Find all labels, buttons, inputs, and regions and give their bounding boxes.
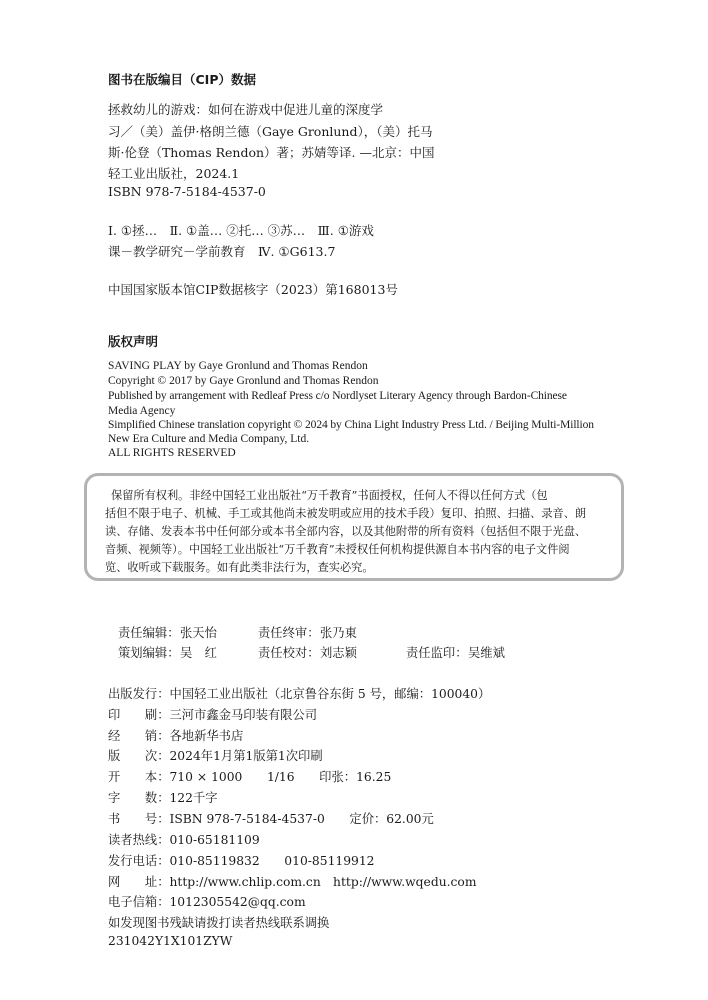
copyright-line: SAVING PLAY by Gaye Gronlund and Thomas Rendon bbox=[108, 360, 368, 372]
cip-line: 拯救幼儿的游戏：如何在游戏中促进儿童的深度学 bbox=[108, 102, 384, 117]
cip-line: 习／（美）盖伊·格朗兰德（Gaye Gronlund），（美）托马 bbox=[108, 124, 433, 139]
cip-isbn: ISBN 978-7-5184-4537-0 bbox=[108, 184, 266, 199]
publication-line: 出版发行：中国轻工业出版社（北京鲁谷东街 5 号，邮编：100040） bbox=[108, 687, 491, 701]
credit-value: 张天怡 bbox=[180, 626, 217, 640]
copyright-line: Published by arrangement with Redleaf Press c/o Nordlyset Literary Agency through Bardon-Chinese bbox=[108, 390, 567, 402]
notice-line: 音频、视频等）。中国轻工业出版社“万千教育”未授权任何机构提供源自本书内容的电子文件阅 bbox=[105, 543, 570, 556]
credit-label: 责任终审： bbox=[258, 626, 320, 640]
cip-classification: 课－教学研究－学前教育 Ⅳ. ①G613.7 bbox=[108, 244, 336, 259]
copyright-heading: 版权声明 bbox=[108, 334, 159, 349]
notice-line: 保留所有权利。非经中国轻工业出版社“万千教育”书面授权，任何人不得以任何方式（包 bbox=[111, 489, 548, 502]
publication-code: 231042Y1X101ZYW bbox=[108, 934, 233, 948]
credit-label: 责任监印： bbox=[406, 646, 468, 660]
publication-line: 发行电话：010-85119832 010-85119912 bbox=[108, 854, 375, 868]
credit-value: 刘志颖 bbox=[320, 646, 357, 660]
publication-line: 开 本：710 × 1000 1/16 印张：16.25 bbox=[108, 770, 392, 784]
notice-line: 括但不限于电子、机械、手工或其他尚未被发明或应用的技术手段）复印、拍照、扫描、录音、朗 bbox=[105, 507, 587, 520]
notice-line: 览、收听或下载服务。如有此类非法行为，查实必究。 bbox=[105, 561, 374, 574]
publication-line: 经 销：各地新华书店 bbox=[108, 729, 244, 743]
publication-line: 读者热线：010-65181109 bbox=[108, 833, 260, 847]
credit-value: 吴 红 bbox=[180, 646, 217, 660]
copyright-line: Simplified Chinese translation copyright © 2024 by China Light Industry Press Ltd. / Beijing Multi-Million bbox=[108, 419, 594, 431]
publication-line: 电子信箱：1012305542@qq.com bbox=[108, 895, 306, 909]
credit-value: 张乃東 bbox=[320, 626, 357, 640]
publication-line: 书 号：ISBN 978-7-5184-4537-0 定价：62.00元 bbox=[108, 812, 434, 826]
cip-line: 斯·伦登（Thomas Rendon）著；苏婧等译. —北京：中国 bbox=[108, 145, 435, 160]
publication-line: 网 址：http://www.chlip.com.cn http://www.wqedu.com bbox=[108, 875, 477, 889]
cip-classification: Ⅰ. ①拯… Ⅱ. ①盖… ②托… ③苏… Ⅲ. ①游戏 bbox=[108, 223, 374, 238]
publication-line: 字 数：122千字 bbox=[108, 791, 218, 805]
copyright-line: ALL RIGHTS RESERVED bbox=[108, 447, 236, 459]
copyright-line: Copyright © 2017 by Gaye Gronlund and Thomas Rendon bbox=[108, 375, 379, 387]
publication-line: 如发现图书残缺请拨打读者热线联系调换 bbox=[108, 916, 330, 930]
publication-line: 版 次：2024年1月第1版第1次印刷 bbox=[108, 749, 323, 763]
cip-record-number: 中国国家版本馆CIP数据核字（2023）第168013号 bbox=[108, 282, 398, 297]
credit-label: 责任校对： bbox=[258, 646, 320, 660]
publication-line: 印 刷：三河市鑫金马印装有限公司 bbox=[108, 708, 318, 722]
credit-value: 吴维斌 bbox=[468, 646, 505, 660]
credit-label: 责任编辑： bbox=[118, 626, 180, 640]
copyright-line: New Era Culture and Media Company, Ltd. bbox=[108, 433, 310, 445]
cip-line: 轻工业出版社，2024.1 bbox=[108, 166, 240, 181]
notice-line: 读、存储、发表本书中任何部分或本书全部内容，以及其他附带的所有资料（包括但不限于光盘、 bbox=[105, 525, 587, 538]
cip-heading: 图书在版编目（CIP）数据 bbox=[108, 72, 256, 87]
credit-label: 策划编辑： bbox=[118, 646, 180, 660]
rights-notice-box bbox=[84, 473, 624, 581]
copyright-line: Media Agency bbox=[108, 405, 176, 417]
